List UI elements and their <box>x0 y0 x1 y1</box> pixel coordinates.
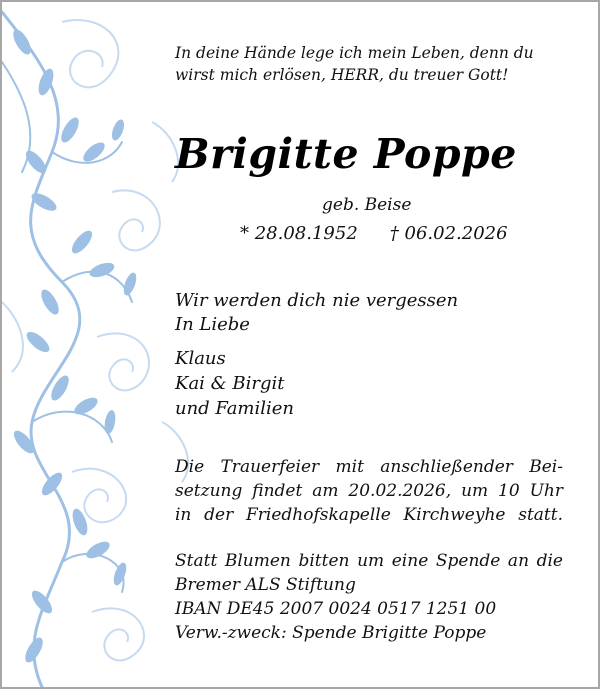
donation-line: Bremer ALS Stiftung <box>175 575 356 595</box>
verse-line-2: wirst mich erlösen, HERR, du treuer Gott! <box>175 66 509 84</box>
funeral-info <box>175 455 563 527</box>
farewell-line-2: In Liebe <box>175 314 250 335</box>
donation-purpose: Verw.-zweck: Spende Brigitte Poppe <box>175 623 487 643</box>
death-date: † 06.02.2026 <box>389 223 508 244</box>
iban: IBAN DE45 2007 0024 0517 1251 00 <box>175 599 497 619</box>
life-dates <box>240 223 508 244</box>
mourner: Klaus <box>175 348 226 369</box>
farewell-line-1: Wir werden dich nie vergessen <box>175 290 459 311</box>
verse-line-1: In deine Hände lege ich mein Leben, denn du <box>175 44 534 62</box>
birth-date: * 28.08.1952 <box>240 223 358 244</box>
donation-info <box>175 549 563 645</box>
deceased-name: Brigitte Poppe <box>175 130 517 178</box>
donation-line: Statt Blumen bitten um eine Spende an die <box>175 551 563 571</box>
mourners-list <box>175 346 294 421</box>
bible-verse <box>175 42 534 86</box>
mourner: und Familien <box>175 398 295 419</box>
funeral-line: Die Trauerfeier mit anschließender Bei- <box>175 457 563 477</box>
mourner: Kai & Birgit <box>175 373 285 394</box>
birth-name: geb. Beise <box>322 195 412 215</box>
funeral-line: setzung findet am 20.02.2026, um 10 Uhr <box>175 481 563 501</box>
farewell-text <box>175 289 458 337</box>
funeral-line: in der Friedhofskapelle Kirchweyhe statt. <box>175 505 563 525</box>
